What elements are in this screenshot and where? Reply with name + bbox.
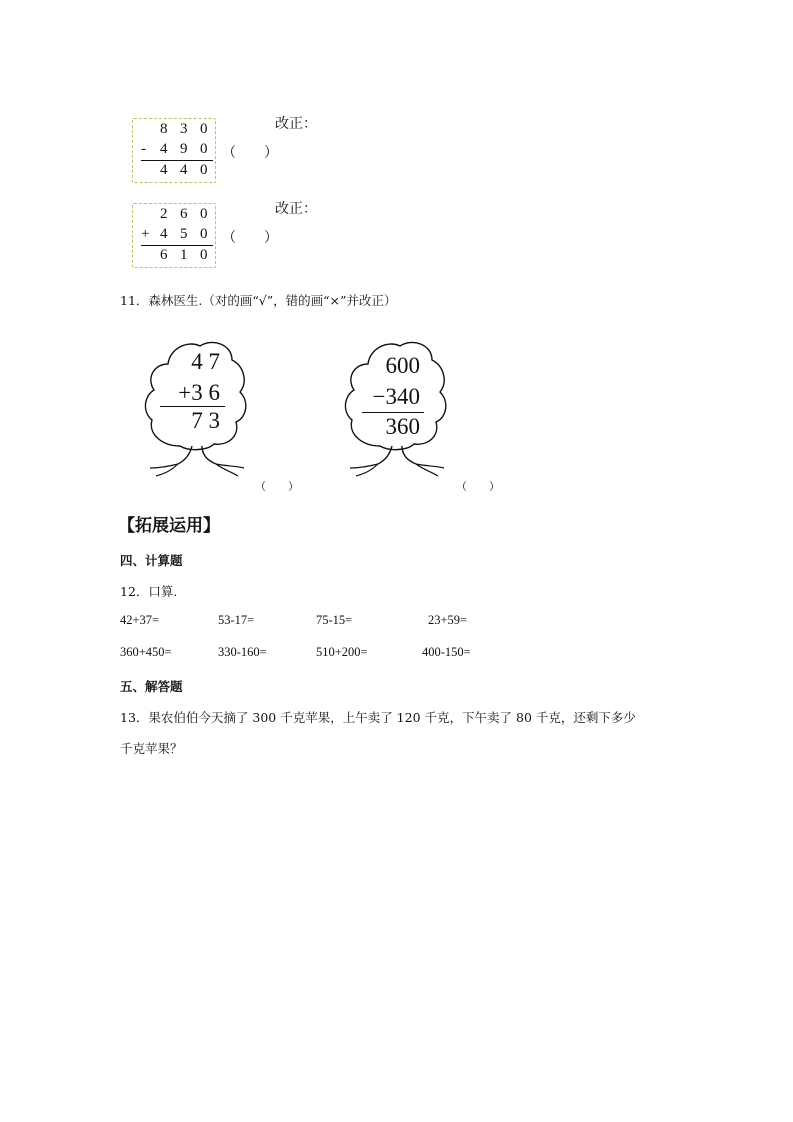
vertical-calc-box-b xyxy=(132,203,216,268)
digit: 1 xyxy=(180,247,188,263)
section-5-heading: 五、解答题 xyxy=(120,679,183,694)
digit: 3 xyxy=(180,121,188,137)
digit: 4 xyxy=(160,162,168,178)
operator: - xyxy=(141,141,146,157)
digit: 4 xyxy=(160,226,168,242)
digit: 0 xyxy=(200,247,208,263)
question-11-text: 11．森林医生.（对的画“√”，错的画“×”并改正） xyxy=(120,293,397,308)
equation: 360+450= xyxy=(120,645,172,659)
equation: 510+200= xyxy=(316,645,368,659)
digit: 0 xyxy=(200,121,208,137)
digit: 9 xyxy=(180,141,188,157)
digit: 2 xyxy=(160,206,168,222)
section-4-heading: 四、计算题 xyxy=(120,553,183,568)
calc-b-row2 xyxy=(133,226,215,246)
digit: 6 xyxy=(160,247,168,263)
question-13-line2: 千克苹果？ xyxy=(120,741,183,756)
equation: 23+59= xyxy=(428,613,468,627)
equation: 42+37= xyxy=(120,613,160,627)
answer-paren-tree-1[interactable]: （ ） xyxy=(255,480,299,493)
tree-1-line3: 7 3 xyxy=(191,408,220,433)
equation: 330-160= xyxy=(218,645,267,659)
equation: 75-15= xyxy=(316,613,353,627)
tree-2-line1: 600 xyxy=(385,353,420,378)
calc-b-row1 xyxy=(133,206,215,226)
digit: 4 xyxy=(180,162,188,178)
question-13-line1: 13．果农伯伯今天摘了 300 千克苹果，上午卖了 120 千克，下午卖了 80 千克，还剩下多少 xyxy=(120,710,636,725)
sum-line xyxy=(141,160,213,161)
answer-paren-b[interactable]: （ ） xyxy=(222,230,278,246)
digit: 6 xyxy=(180,206,188,222)
correction-label-a: 改正： xyxy=(275,116,317,132)
equation: 400-150= xyxy=(422,645,471,659)
digit: 0 xyxy=(200,226,208,242)
question-12-title: 12．口算. xyxy=(120,584,178,599)
vertical-calc-box-a xyxy=(132,118,216,183)
tree-1-line1: 4 7 xyxy=(191,349,220,374)
correction-label-b: 改正： xyxy=(275,201,317,217)
digit: 8 xyxy=(160,121,168,137)
equation: 53-17= xyxy=(218,613,255,627)
calc-a-row2 xyxy=(133,141,215,161)
digit: 0 xyxy=(200,162,208,178)
tree-1-sum-line xyxy=(160,406,225,407)
calc-b-result xyxy=(133,247,215,267)
answer-paren-a[interactable]: （ ） xyxy=(222,145,278,161)
digit: 0 xyxy=(200,206,208,222)
section-heading: 【拓展运用】 xyxy=(118,516,220,536)
digit: 4 xyxy=(160,141,168,157)
tree-1-line2: +3 6 xyxy=(178,380,220,405)
digit: 0 xyxy=(200,141,208,157)
tree-2-sum-line xyxy=(362,412,424,413)
answer-paren-tree-2[interactable]: （ ） xyxy=(456,480,500,493)
tree-2-line2: −340 xyxy=(372,384,420,409)
digit: 5 xyxy=(180,226,188,242)
sum-line xyxy=(141,245,213,246)
tree-2-line3: 360 xyxy=(385,414,420,439)
operator: + xyxy=(141,226,150,242)
calc-a-result xyxy=(133,162,215,182)
calc-a-row1 xyxy=(133,121,215,141)
